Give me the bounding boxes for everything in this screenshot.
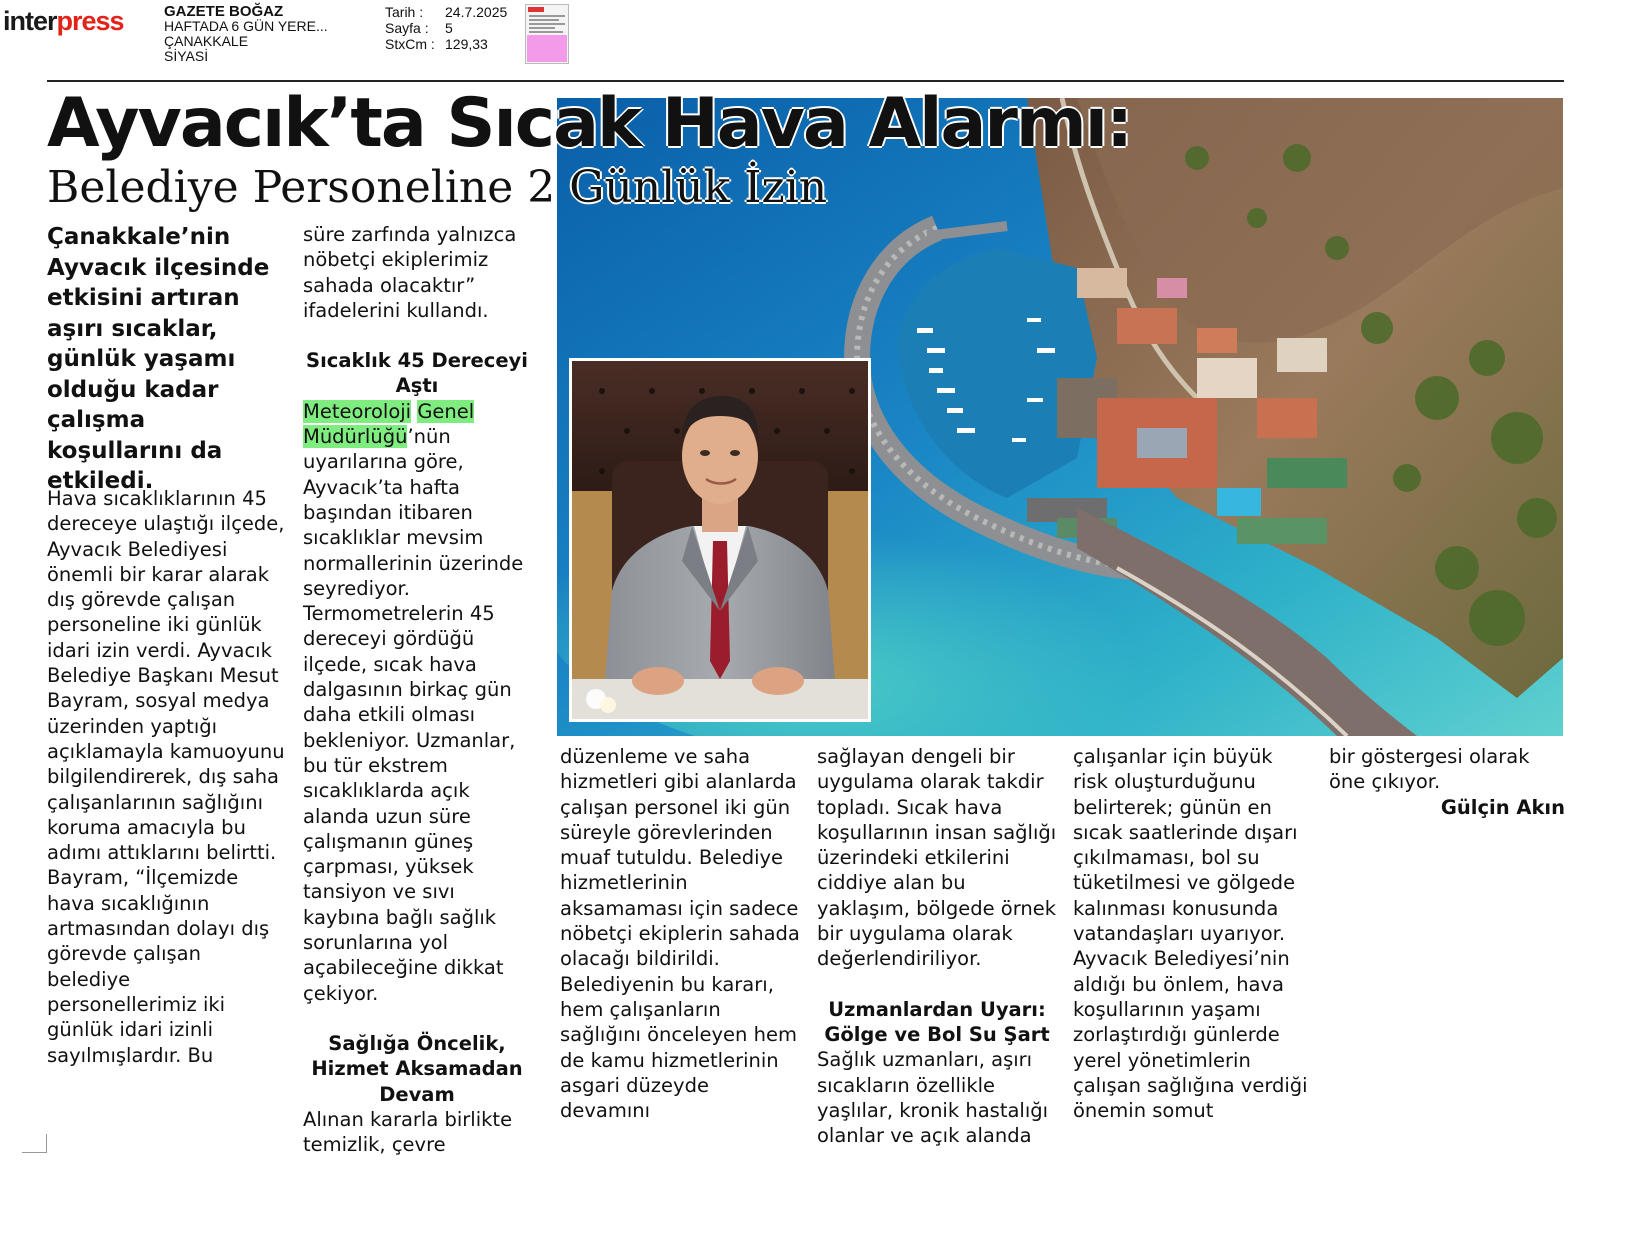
author-byline: Gülçin Akın [1440, 795, 1565, 819]
article-column-3 [560, 744, 800, 1123]
subheading-temperature: Sıcaklık 45 Dereceyi Aştı [306, 349, 528, 398]
publication-info [164, 4, 328, 64]
column-2-body-text: ’nün uyarılarına göre, Ayvacık’ta hafta başından itibaren sıcaklıklar mevsim normallerinin üzerinde seyrediyor. Termometrelerin 45 dereceyi gördüğü ilçede, sıcak hava dalgasının birkaç gün daha etkili olması bekleniyor. Uzmanlar, bu tür ekstrem sıcaklıklarda açık alanda uzun süre çalışmanın güneş çarpması, yüksek tansiyon ve sıvı kaybına bağlı sağlık sorunlarına yol açabileceğine dikkat çekiyor. [303, 425, 524, 1005]
meta-row-size: StxCm : 129,33 [385, 36, 488, 52]
page-thumbnail[interactable] [525, 4, 569, 64]
column-2-intro: süre zarfında yalnızca nöbetçi ekiplerimiz sahada olacaktır” ifadelerini kullandı. [303, 223, 517, 322]
column-2-end: Alınan kararla birlikte temizlik, çevre [303, 1107, 513, 1157]
interpress-logo [3, 6, 124, 37]
meta-row-page: Sayfa : 5 [385, 20, 453, 36]
subheading-expert-warning: Uzmanlardan Uyarı: Gölge ve Bol Su Şart [824, 997, 1050, 1046]
highlight-meteoroloji: Meteoroloji [303, 399, 412, 423]
article-column-1 [47, 486, 285, 1068]
logo-accent: press [56, 6, 124, 36]
publication-city: ÇANAKKALE [164, 33, 249, 49]
column-4-body: Sağlık uzmanları, aşırı sıcakların özellikle yaşlılar, kronik hastalığı olanlar ve açık alanda [817, 1048, 1049, 1148]
clip-meta [385, 4, 507, 52]
meta-date: 24.7.2025 [445, 4, 508, 20]
subheadline: Belediye Personeline 2 Günlük İzin [47, 162, 828, 213]
meta-row-date: Tarih : 24.7.2025 [385, 4, 508, 20]
publication-category: SİYASİ [164, 48, 209, 64]
meta-page: 5 [445, 20, 453, 36]
column-1-text: Hava sıcaklıklarının 45 dereceye ulaştığı ilçede, Ayvacık Belediyesi önemli bir karar alarak dış görevde çalışan personeline iki günlük idari izin verdi. Ayvacık Belediye Başkanı Mesut Bayram, sosyal medya üzerinden yaptığı açıklamayla kamuoyunu bilgilendirerek, dış saha çalışanlarının sağlığını koruma amacıyla bu adımı attıklarını belirtti. Bayram, “İlçemizde hava sıcaklığının artmasından dolayı dış görevde çalışan belediye personellerimiz iki günlük idari izinli sayılmışlardır. Bu [47, 487, 285, 1067]
crop-mark [22, 1134, 47, 1153]
article-column-2 [303, 222, 531, 1157]
highlight-genel-mudurlugu: Genel Müdürlüğü [303, 399, 475, 449]
subheading-health-priority: Sağlığa Öncelik, Hizmet Aksamadan Devam [311, 1031, 523, 1106]
headline: Ayvacık’ta Sıcak Hava Alarmı: [47, 84, 1132, 163]
publication-frequency: HAFTADA 6 GÜN YERE... [164, 18, 328, 34]
meta-size: 129,33 [445, 36, 488, 52]
column-3-text: düzenleme ve saha hizmetleri gibi alanlarda çalışan personel iki gün süreyle görevlerinden muaf tutuldu. Belediye hizmetlerinin aksamaması için sadece nöbetçi ekiplerin sahada olacağı bildirildi. Belediyenin bu kararı, hem çalışanların sağlığını önceleyen hem de kamu hizmetlerinin asgari düzeyde devamını [560, 745, 800, 1123]
article-lead: Çanakkale’nin Ayvacık ilçesinde etkisini artıran aşırı sıcaklar, günlük yaşamı olduğu kadar çalışma koşullarını da etkiledi. [47, 224, 270, 494]
column-2-body [303, 399, 531, 1006]
header-rule [47, 80, 1564, 82]
column-5-text: çalışanlar için büyük risk oluşturduğunu belirterek; günün en sıcak saatlerinde dışarı çıkılmaması, bol su tüketilmesi ve gölgede kalınması konusunda vatandaşları uyarıyor. Ayvacık Belediyesi’nin aldığı bu önlem, hava koşullarının yaşamı zorlaştırdığı günlerde yerel yönetimlerin çalışan sağlığına verdiği önemin somut [1073, 745, 1308, 1123]
column-4-intro: sağlayan dengeli bir uygulama olarak takdir topladı. Sıcak hava koşullarının insan sağlığı üzerindeki etkilerini ciddiye alan bu yaklaşım, bölgede örnek bir uygulama olarak değerlendiriliyor. [817, 745, 1057, 971]
mayor-portrait-photo [569, 358, 871, 722]
column-6-text: bir göstergesi olarak öne çıkıyor. [1329, 745, 1530, 794]
logo-main: inter [3, 6, 57, 36]
article-column-5 [1073, 744, 1313, 1123]
publication-name: GAZETE BOĞAZ [164, 3, 284, 20]
article-column-4 [817, 744, 1057, 1148]
article-column-6 [1329, 744, 1565, 820]
